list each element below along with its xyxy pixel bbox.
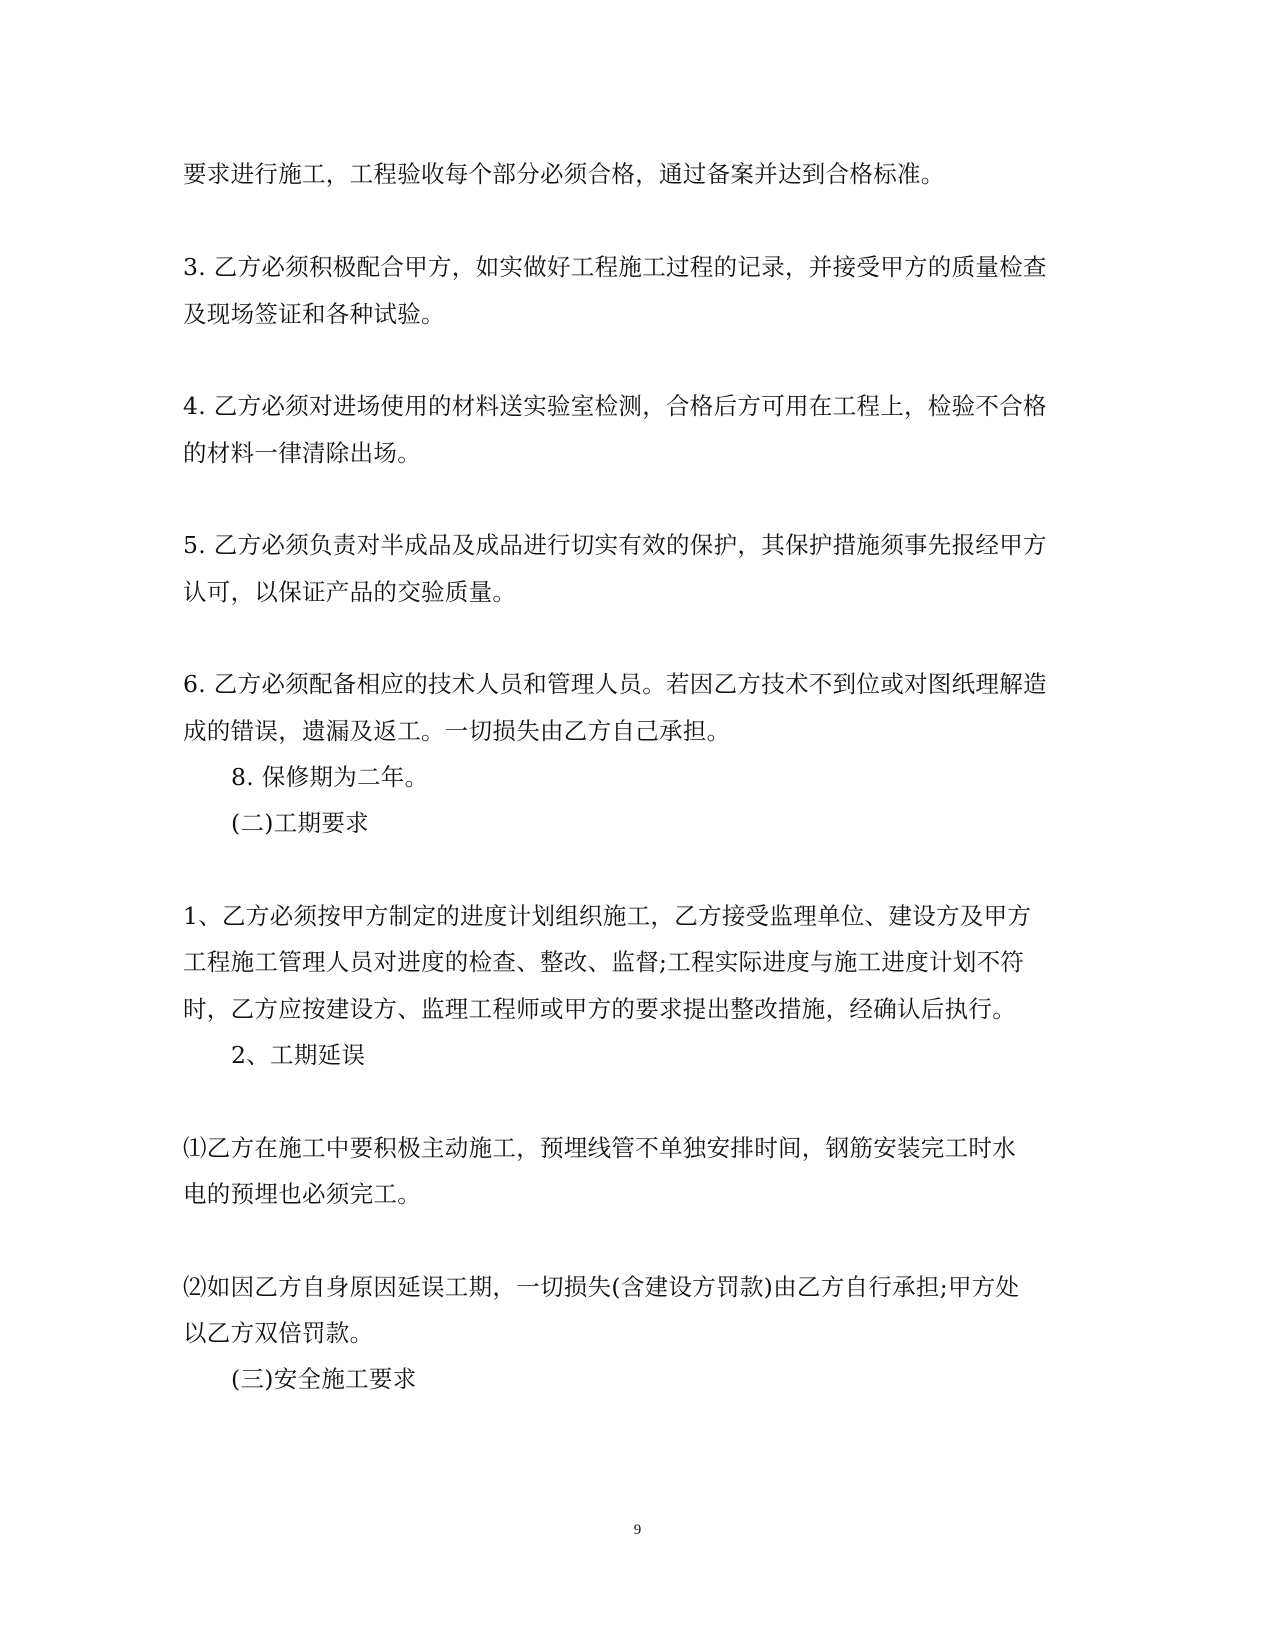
paragraph-line: 8. 保修期为二年。 [231, 763, 429, 791]
paragraph-line: 6. 乙方必须配备相应的技术人员和管理人员。若因乙方技术不到位或对图纸理解造 [183, 670, 1047, 698]
page-number: 9 [633, 1522, 642, 1538]
paragraph-line: 成的错误，遗漏及返工。一切损失由乙方自己承担。 [183, 717, 731, 745]
section-heading: (三)安全施工要求 [231, 1365, 417, 1393]
paragraph-line: 以乙方双倍罚款。 [183, 1319, 374, 1347]
paragraph-line: 及现场签证和各种试验。 [183, 300, 445, 328]
paragraph-line: 1、乙方必须按甲方制定的进度计划组织施工，乙方接受监理单位、建设方及甲方 [183, 902, 1032, 930]
paragraph-line: 要求进行施工，工程验收每个部分必须合格，通过备案并达到合格标准。 [183, 160, 945, 188]
paragraph-line: 5. 乙方必须负责对半成品及成品进行切实有效的保护，其保护措施须事先报经甲方 [183, 531, 1047, 559]
section-heading: (二)工期要求 [231, 809, 369, 837]
subsection-heading: 2、工期延误 [231, 1041, 366, 1069]
paragraph-line: 4. 乙方必须对进场使用的材料送实验室检测，合格后方可用在工程上，检验不合格 [183, 392, 1047, 420]
paragraph-line: 3. 乙方必须积极配合甲方，如实做好工程施工过程的记录，并接受甲方的质量检查 [183, 253, 1047, 281]
paragraph-line: 认可，以保证产品的交验质量。 [183, 578, 517, 606]
paragraph-line: ⑵如因乙方自身原因延误工期，一切损失(含建设方罚款)由乙方自行承担;甲方处 [183, 1273, 1020, 1301]
paragraph-line: ⑴乙方在施工中要积极主动施工，预埋线管不单独安排时间，钢筋安装完工时水 [183, 1134, 1016, 1162]
paragraph-line: 工程施工管理人员对进度的检查、整改、监督;工程实际进度与施工进度计划不符 [183, 948, 1025, 976]
paragraph-line: 电的预埋也必须完工。 [183, 1180, 421, 1208]
paragraph-line: 的材料一律清除出场。 [183, 439, 421, 467]
paragraph-line: 时，乙方应按建设方、监理工程师或甲方的要求提出整改措施，经确认后执行。 [183, 995, 1016, 1023]
